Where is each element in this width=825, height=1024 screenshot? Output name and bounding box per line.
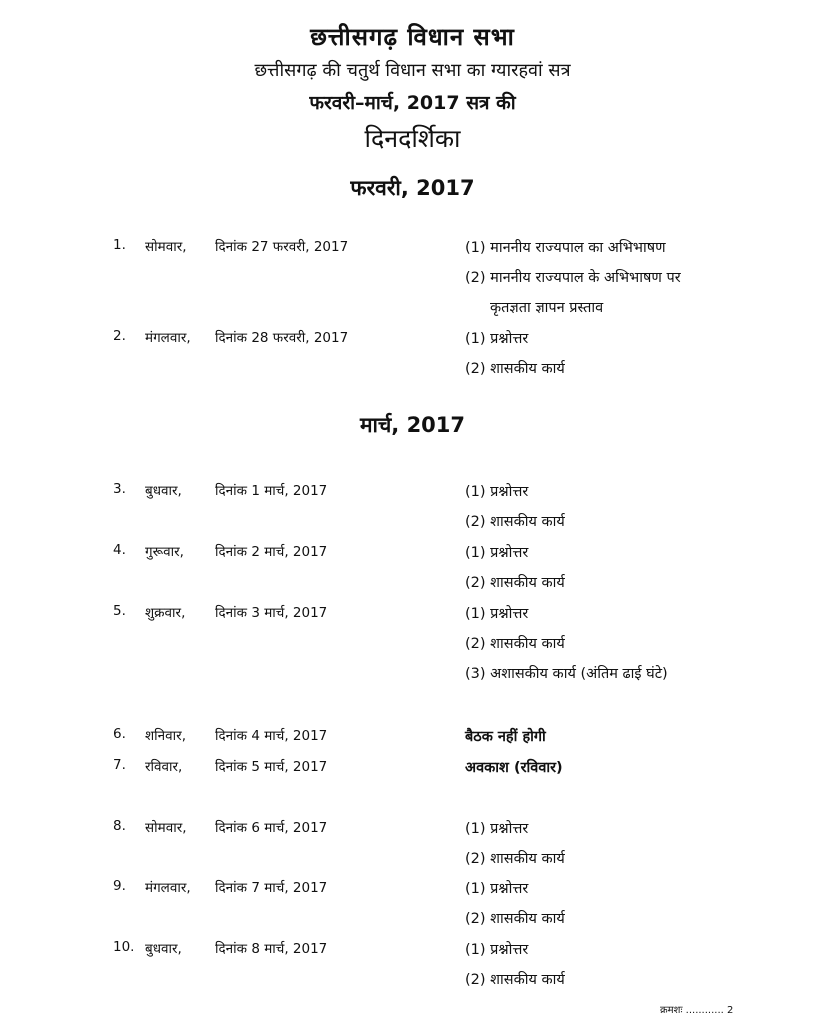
entry-day: रविवार, (145, 759, 183, 775)
schedule-row-continuation (0, 663, 825, 691)
session-subtitle: छत्तीसगढ़ की चतुर्थ विधान सभा का ग्यारहवां सत्र (254, 60, 571, 81)
entry-number: 10. (113, 939, 135, 955)
schedule-row (0, 328, 825, 356)
schedule-row-continuation (0, 908, 825, 936)
entry-day: बुधवार, (145, 941, 182, 957)
schedule-row (0, 939, 825, 967)
holiday-note: अवकाश (रविवार) (465, 760, 563, 776)
agenda-item: (2) शासकीय कार्य (465, 636, 565, 652)
schedule-row-continuation (0, 572, 825, 600)
schedule-row-continuation (0, 633, 825, 661)
entry-date: दिनांक 7 मार्च, 2017 (215, 880, 328, 896)
entry-day: शुक्रवार, (145, 605, 186, 621)
schedule-row (0, 878, 825, 906)
entry-day: शनिवार, (145, 728, 186, 744)
schedule-row (0, 237, 825, 265)
schedule-row (0, 481, 825, 509)
month-heading-march: मार्च, 2017 (359, 413, 466, 437)
agenda-item: (1) प्रश्नोत्तर (465, 821, 529, 837)
agenda-item: (1) प्रश्नोत्तर (465, 331, 529, 347)
schedule-row (0, 603, 825, 631)
entry-date: दिनांक 4 मार्च, 2017 (215, 728, 328, 744)
schedule-row-continuation (0, 358, 825, 386)
agenda-item: (2) शासकीय कार्य (465, 972, 565, 988)
entry-number: 7. (113, 757, 126, 773)
agenda-item: (1) माननीय राज्यपाल का अभिभाषण (465, 240, 666, 256)
schedule-row (0, 818, 825, 846)
entry-day: सोमवार, (145, 239, 187, 255)
entry-number: 4. (113, 542, 126, 558)
agenda-item: (2) शासकीय कार्य (465, 575, 565, 591)
entry-number: 3. (113, 481, 126, 497)
entry-date: दिनांक 5 मार्च, 2017 (215, 759, 328, 775)
agenda-item: (2) शासकीय कार्य (465, 514, 565, 530)
entry-date: दिनांक 8 मार्च, 2017 (215, 941, 328, 957)
agenda-item: (1) प्रश्नोत्तर (465, 881, 529, 897)
document-title: दिनदर्शिका (364, 124, 461, 153)
entry-day: सोमवार, (145, 820, 187, 836)
entry-number: 5. (113, 603, 126, 619)
agenda-item: (3) अशासकीय कार्य (अंतिम ढाई घंटे) (465, 666, 668, 682)
session-period: फरवरी–मार्च, 2017 सत्र की (309, 92, 516, 114)
entry-day: मंगलवार, (145, 880, 191, 896)
entry-day: बुधवार, (145, 483, 182, 499)
entry-number: 8. (113, 818, 126, 834)
entry-day: गुरूवार, (145, 544, 184, 560)
agenda-item: (1) प्रश्नोत्तर (465, 545, 529, 561)
schedule-row-continuation (0, 848, 825, 876)
agenda-item: (2) माननीय राज्यपाल के अभिभाषण पर (465, 270, 681, 286)
agenda-item: (1) प्रश्नोत्तर (465, 484, 529, 500)
assembly-title: छत्तीसगढ़ विधान सभा (310, 23, 515, 51)
schedule-row (0, 542, 825, 570)
agenda-item: कृतज्ञता ज्ञापन प्रस्ताव (490, 300, 604, 316)
entry-date: दिनांक 2 मार्च, 2017 (215, 544, 328, 560)
month-heading-february: फरवरी, 2017 (350, 176, 475, 200)
agenda-item: (1) प्रश्नोत्तर (465, 606, 529, 622)
schedule-row-continuation (0, 511, 825, 539)
continued-page-marker: क्रमशः ............ 2 (660, 1005, 734, 1016)
no-sitting-note: बैठक नहीं होगी (465, 729, 546, 745)
schedule-row-continuation (0, 297, 825, 325)
entry-date: दिनांक 6 मार्च, 2017 (215, 820, 328, 836)
entry-number: 9. (113, 878, 126, 894)
schedule-row-continuation (0, 969, 825, 997)
agenda-item: (2) शासकीय कार्य (465, 911, 565, 927)
entry-date: दिनांक 27 फरवरी, 2017 (215, 239, 349, 255)
entry-number: 2. (113, 328, 126, 344)
entry-date: दिनांक 28 फरवरी, 2017 (215, 330, 349, 346)
agenda-item: (2) शासकीय कार्य (465, 361, 565, 377)
entry-date: दिनांक 3 मार्च, 2017 (215, 605, 328, 621)
agenda-item: (1) प्रश्नोत्तर (465, 942, 529, 958)
entry-number: 6. (113, 726, 126, 742)
agenda-item: (2) शासकीय कार्य (465, 851, 565, 867)
entry-date: दिनांक 1 मार्च, 2017 (215, 483, 328, 499)
schedule-row (0, 726, 825, 754)
entry-day: मंगलवार, (145, 330, 191, 346)
schedule-row (0, 757, 825, 785)
schedule-row-continuation (0, 267, 825, 295)
entry-number: 1. (113, 237, 126, 253)
